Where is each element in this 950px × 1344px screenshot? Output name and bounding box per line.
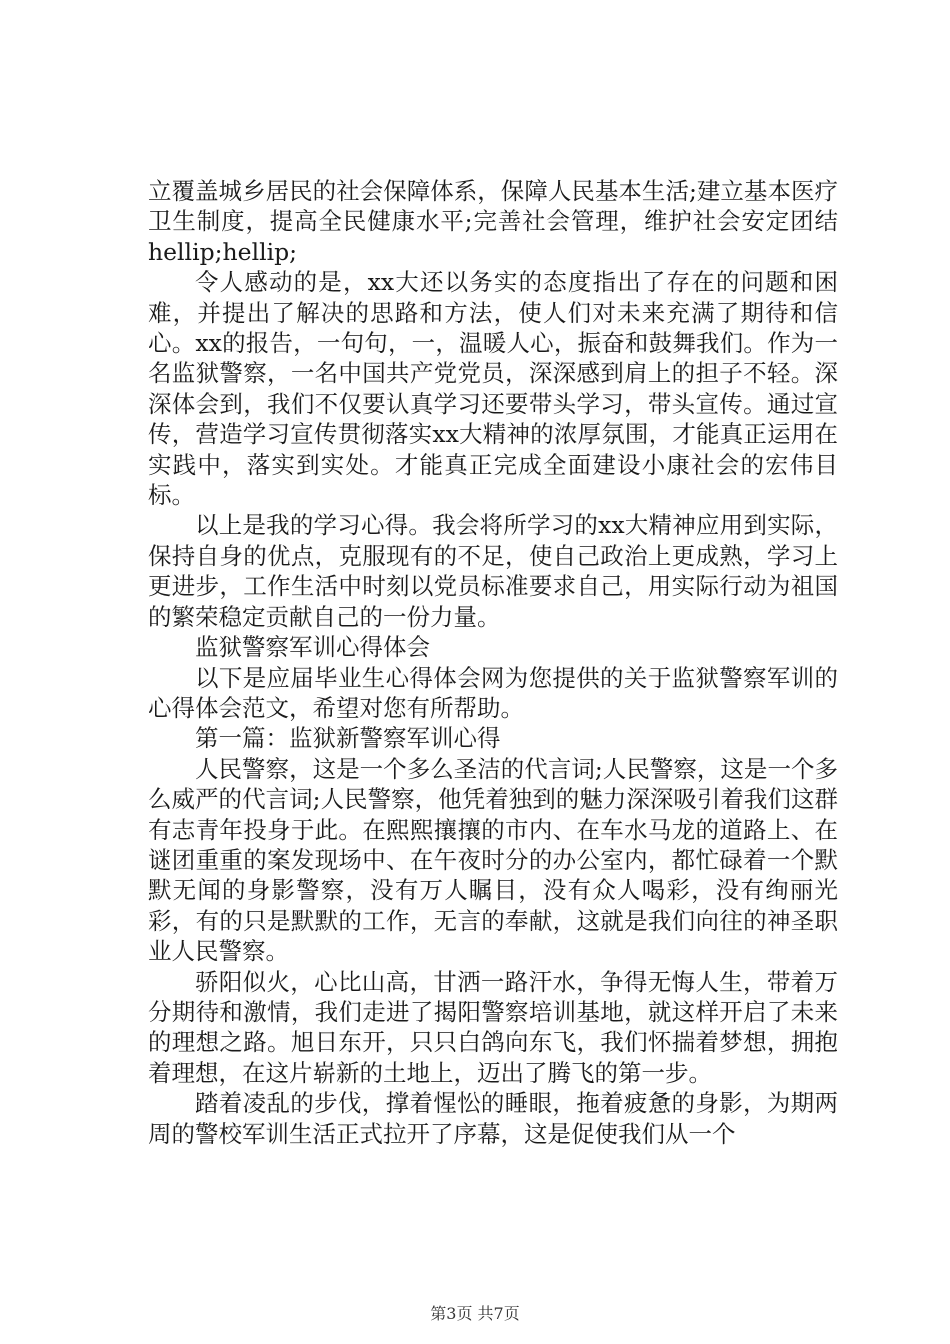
paragraph: 骄阳似火，心比山高，甘洒一路汗水，争得无悔人生，带着万分期待和激情，我们走进了揭阳警察培训基地，就这样开启了未来的理想之路。旭日东开，只只白鸽向东飞，我们怀揣着梦想，拥抱着理想，在这片崭新的土地上，迈出了腾飞的第一步。 bbox=[148, 967, 838, 1087]
paragraph: 令人感动的是，xx大还以务实的态度指出了存在的问题和困难，并提出了解决的思路和方法，使人们对未来充满了期待和信心。xx的报告，一句句，一，温暖人心，振奋和鼓舞我们。作为一名监狱警察，一名中国共产党党员，深深感到肩上的担子不轻。深深体会到，我们不仅要认真学习还要带头学习，带头宣传。通过宣传，营造学习宣传贯彻落实xx大精神的浓厚氛围，才能真正运用在实践中，落实到实处。才能真正完成全面建设小康社会的宏伟目标。 bbox=[148, 268, 838, 510]
paragraph: 以下是应届毕业生心得体会网为您提供的关于监狱警察军训的心得体会范文，希望对您有所帮助。 bbox=[148, 663, 838, 722]
chapter-heading: 第一篇：监狱新警察军训心得 bbox=[195, 724, 501, 753]
section-heading: 监狱警察军训心得体会 bbox=[195, 633, 430, 662]
page-footer: 第3页 共7页 bbox=[430, 1304, 520, 1323]
paragraph: 以上是我的学习心得。我会将所学习的xx大精神应用到实际，保持自身的优点，克服现有的不足，使自己政治上更成熟，学习上更进步，工作生活中时刻以党员标准要求自己，用实际行动为祖国的繁荣稳定贡献自己的一份力量。 bbox=[148, 511, 838, 631]
document-body bbox=[148, 176, 838, 1149]
paragraph: 立覆盖城乡居民的社会保障体系，保障人民基本生活;建立基本医疗卫生制度，提高全民健康水平;完善社会管理，维护社会安定团结hellip;hellip; bbox=[148, 177, 838, 266]
paragraph: 踏着凌乱的步伐，撑着惺忪的睡眼，拖着疲惫的身影，为期两周的警校军训生活正式拉开了序幕，这是促使我们从一个 bbox=[148, 1089, 838, 1148]
paragraph: 人民警察，这是一个多么圣洁的代言词;人民警察，这是一个多么威严的代言词;人民警察，他凭着独到的魅力深深吸引着我们这群有志青年投身于此。在熙熙攘攘的市内、在车水马龙的道路上、在谜团重重的案发现场中、在午夜时分的办公室内，都忙碌着一个默默无闻的身影警察，没有万人瞩目，没有众人喝彩，没有绚丽光彩，有的只是默默的工作，无言的奉献，这就是我们向往的神圣职业人民警察。 bbox=[148, 754, 838, 966]
